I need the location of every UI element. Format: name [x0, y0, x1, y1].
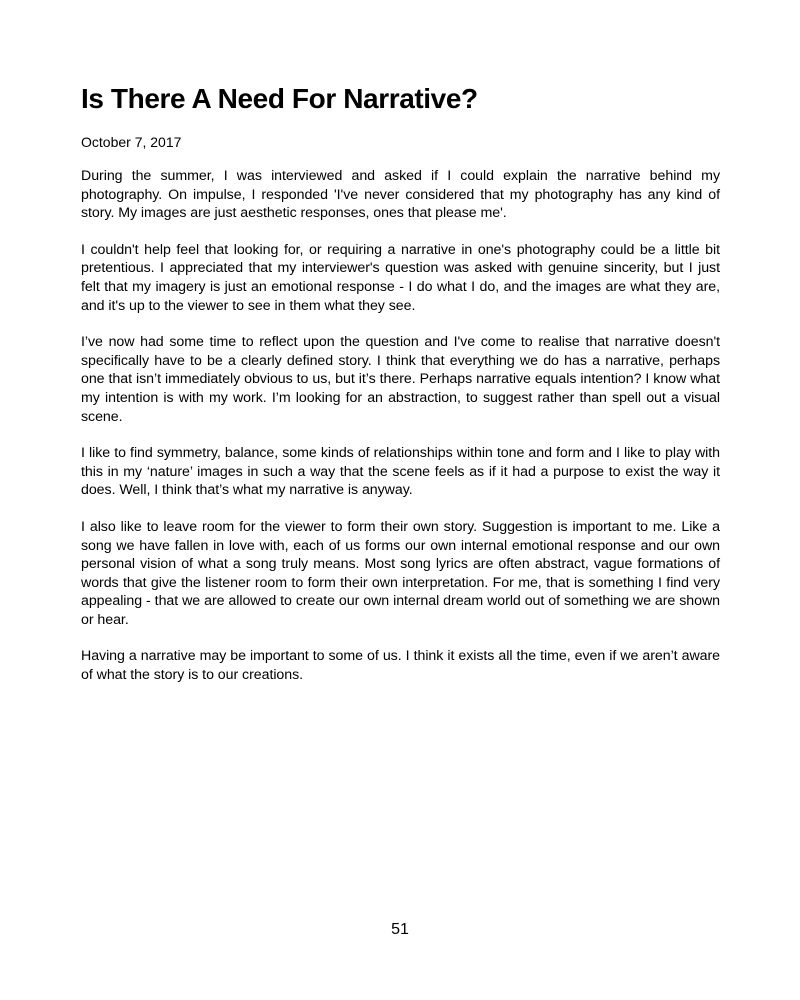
paragraph: Having a narrative may be important to some of us. I think it exists all the time, even if we aren’t aware of what the story is to our creations.	[81, 648, 720, 684]
article-body	[81, 167, 720, 685]
paragraph: I’ve now had some time to reflect upon the question and I've come to realise that narrative doesn't specifically have to be a clearly defined story. I think that everything we do has a narrative, perhaps one that isn’t immediately obvious to us, but it’s there. Perhaps narrative equals intention? I know what my intention is with my work. I’m looking for an abstraction, to suggest rather than spell out a visual scene.	[81, 334, 720, 425]
article	[81, 82, 720, 703]
page-number: 51	[391, 921, 409, 938]
paragraph: During the summer, I was interviewed and asked if I could explain the narrative behind my photography. On impulse, I responded 'I've never considered that my photography has any kind of story. My images are just aesthetic responses, ones that please me'.	[81, 168, 720, 222]
page-title: Is There A Need For Narrative?	[81, 83, 478, 114]
paragraph: I like to find symmetry, balance, some kinds of relationships within tone and form and I like to play with this in my ‘nature’ images in such a way that the scene feels as if it had a purpose to exist the way it does. Well, I think that’s what my narrative is anyway.	[81, 445, 720, 499]
paragraph: I couldn't help feel that looking for, or requiring a narrative in one's photography could be a little bit pretentious. I appreciated that my interviewer's question was asked with genuine sincerity, but I just felt that my imagery is just an emotional response - I do what I do, and the images are what they are, and it's up to the viewer to see in them what they see.	[81, 241, 720, 314]
paragraph: I also like to leave room for the viewer to form their own story. Suggestion is important to me. Like a song we have fallen in love with, each of us forms our own internal emotional response and our own personal vision of what a song truly means. Most song lyrics are often abstract, vague formations of words that give the listener room to form their own interpretation. For me, that is something I find very appealing - that we are allowed to create our own internal dream world out of something we are shown or hear.	[81, 518, 720, 628]
article-date: October 7, 2017	[81, 134, 182, 150]
